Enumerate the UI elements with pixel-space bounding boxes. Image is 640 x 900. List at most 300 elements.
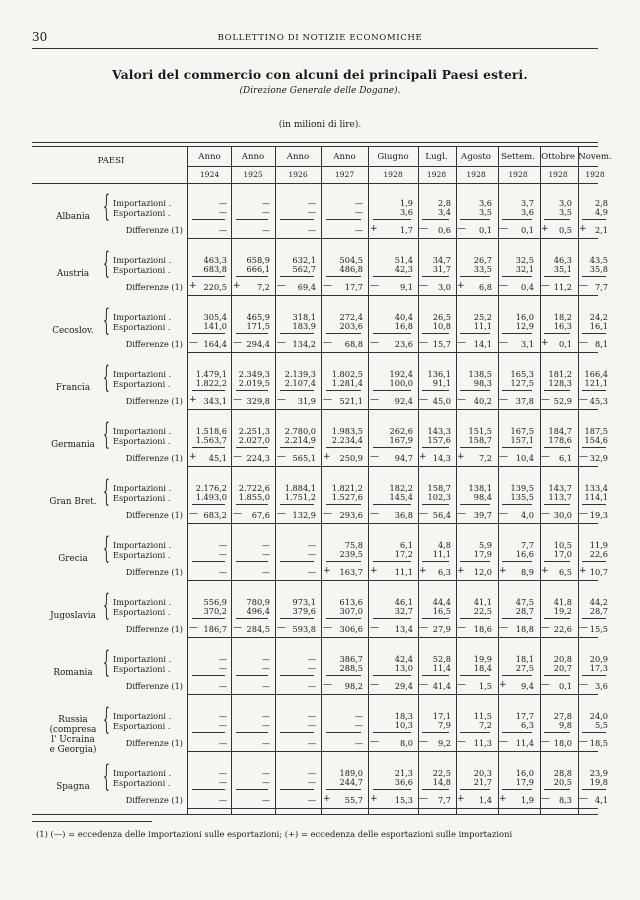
difference-sign: —	[419, 338, 428, 348]
row-label-diff: Differenze (1)	[125, 339, 183, 349]
brace-glyph: {	[103, 759, 110, 794]
cell-export: 32,1	[515, 264, 534, 274]
cell-import: 11,9	[589, 540, 608, 550]
cell-difference: 14,1	[473, 339, 492, 349]
difference-sign: —	[189, 338, 198, 348]
cell-export: 135,5	[510, 492, 534, 502]
cell-import: 1.821,2	[331, 483, 363, 493]
cell-import: 28,8	[553, 768, 572, 778]
cell-difference: 250,9	[339, 453, 363, 463]
subtotal-rule	[192, 789, 225, 790]
subtotal-rule	[326, 504, 361, 505]
difference-sign: +	[370, 224, 378, 234]
cell-import: 1.983,5	[331, 426, 363, 436]
difference-sign: +	[323, 566, 331, 576]
column-header: Anno	[286, 152, 310, 162]
difference-sign: +	[370, 794, 378, 804]
row-label-diff: Differenze (1)	[125, 453, 183, 463]
cell-export: 2.214,9	[284, 435, 316, 445]
cell-import: 3,6	[478, 198, 492, 208]
cell-difference: 27,9	[432, 624, 451, 634]
cell-difference: 52,9	[553, 396, 572, 406]
subtotal-rule	[236, 219, 268, 220]
brace-glyph: {	[103, 303, 110, 338]
subtotal-rule	[502, 618, 532, 619]
subtotal-rule	[326, 276, 361, 277]
subtotal-rule	[326, 732, 361, 733]
cell-import: 181,2	[548, 369, 572, 379]
cell-import: 2.176,2	[195, 483, 227, 493]
cell-import: 46,1	[394, 597, 413, 607]
cell-export: 203,6	[339, 321, 363, 331]
subtotal-rule	[280, 561, 314, 562]
difference-sign: —	[323, 281, 332, 291]
subtotal-rule	[422, 732, 449, 733]
row-label-imp: Importazioni .	[113, 483, 172, 493]
cell-import: 632,1	[292, 255, 316, 265]
cell-difference: 67,6	[251, 510, 270, 520]
subtotal-rule	[326, 219, 361, 220]
cell-difference: 37,8	[515, 396, 534, 406]
difference-sign: —	[370, 281, 379, 291]
difference-sign: —	[457, 623, 466, 633]
subtotal-rule	[422, 219, 449, 220]
cell-import: —	[354, 198, 363, 208]
cell-import: 192,4	[389, 369, 413, 379]
difference-sign: —	[499, 395, 508, 405]
cell-export: 28,7	[515, 606, 534, 616]
cell-export: 121,1	[584, 378, 608, 388]
cell-export: 22,5	[473, 606, 492, 616]
brace-glyph: {	[103, 645, 110, 680]
cell-difference: 7,7	[437, 795, 451, 805]
cell-import: 24,2	[589, 312, 608, 322]
cell-difference: 11,1	[394, 567, 413, 577]
cell-export: 13,0	[394, 663, 413, 673]
cell-import: 504,5	[339, 255, 363, 265]
row-label-imp: Importazioni .	[113, 711, 172, 721]
row-label-exp: Esportazioni .	[113, 664, 171, 674]
difference-sign: —	[579, 338, 588, 348]
subtotal-rule	[192, 276, 225, 277]
cell-difference: —	[261, 738, 270, 748]
difference-sign: —	[457, 680, 466, 690]
cell-export: 11,1	[473, 321, 492, 331]
difference-sign: —	[277, 509, 286, 519]
cell-import: 20,8	[553, 654, 572, 664]
cell-export: 17,9	[473, 549, 492, 559]
subtotal-rule	[326, 333, 361, 334]
cell-difference: 69,4	[297, 282, 316, 292]
difference-sign: —	[189, 509, 198, 519]
row-label-diff: Differenze (1)	[125, 681, 183, 691]
cell-import: 2.251,3	[238, 426, 270, 436]
subtotal-rule	[582, 504, 606, 505]
subtotal-rule	[280, 447, 314, 448]
cell-difference: 0,1	[558, 681, 572, 691]
cell-difference: —	[307, 738, 316, 748]
cell-difference: 29,4	[394, 681, 413, 691]
difference-sign: —	[541, 680, 550, 690]
subtotal-rule	[236, 732, 268, 733]
subtotal-rule	[544, 561, 570, 562]
subtotal-rule	[544, 732, 570, 733]
row-label-imp: Importazioni .	[113, 540, 172, 550]
row-label-exp: Esportazioni .	[113, 379, 171, 389]
cell-import: 17,1	[432, 711, 451, 721]
cell-export: 3,6	[399, 207, 413, 217]
cell-import: 272,4	[339, 312, 363, 322]
cell-import: 187,5	[584, 426, 608, 436]
cell-export: 2.019,5	[238, 378, 270, 388]
cell-difference: 92,4	[394, 396, 413, 406]
subtotal-rule	[582, 789, 606, 790]
cell-export: 178,6	[548, 435, 572, 445]
cell-difference: 0,4	[520, 282, 534, 292]
cell-difference: 6,8	[478, 282, 492, 292]
cell-export: —	[218, 549, 227, 559]
subtotal-rule	[236, 618, 268, 619]
cell-difference: 1,7	[399, 225, 413, 235]
subtotal-rule	[460, 675, 490, 676]
cell-difference: 14,3	[432, 453, 451, 463]
country-name: Russia	[58, 715, 88, 725]
difference-sign: —	[277, 452, 286, 462]
cell-export: —	[354, 207, 363, 217]
column-year: 1927	[334, 170, 355, 179]
subtotal-rule	[502, 561, 532, 562]
page-number: 30	[32, 30, 48, 44]
cell-difference: 19,3	[589, 510, 608, 520]
row-label-imp: Importazioni .	[113, 768, 172, 778]
cell-export: 1.527,6	[331, 492, 363, 502]
cell-import: 1.802,5	[331, 369, 363, 379]
country-separator	[187, 466, 598, 467]
cell-difference: 94,7	[394, 453, 413, 463]
row-label-exp: Esportazioni .	[113, 778, 171, 788]
cell-difference: 3,0	[437, 282, 451, 292]
brace-glyph: {	[103, 588, 110, 623]
cell-export: 20,7	[553, 663, 572, 673]
cell-import: 27,8	[553, 711, 572, 721]
subtotal-rule	[502, 447, 532, 448]
cell-export: 307,0	[339, 606, 363, 616]
cell-difference: 18,8	[515, 624, 534, 634]
cell-export: 4,9	[594, 207, 608, 217]
column-year: 1928	[426, 170, 447, 179]
subtotal-rule	[460, 219, 490, 220]
cell-export: 27,5	[515, 663, 534, 673]
row-label-exp: Esportazioni .	[113, 208, 171, 218]
header-rule	[32, 48, 598, 49]
difference-sign: —	[323, 395, 332, 405]
cell-export: 141,0	[203, 321, 227, 331]
cell-difference: 0,6	[437, 225, 451, 235]
difference-sign: —	[189, 623, 198, 633]
difference-sign: —	[579, 509, 588, 519]
cell-export: 171,5	[246, 321, 270, 331]
cell-import: —	[307, 540, 316, 550]
row-label-diff: Differenze (1)	[125, 624, 183, 634]
subtotal-rule	[280, 618, 314, 619]
cell-difference: 56,4	[432, 510, 451, 520]
cell-import: 41,1	[473, 597, 492, 607]
cell-difference: 30,0	[553, 510, 572, 520]
column-header: Settem.	[501, 152, 535, 162]
difference-sign: —	[233, 452, 242, 462]
country-name: Jugoslavia	[50, 611, 96, 621]
subtotal-rule	[502, 675, 532, 676]
cell-import: 34,7	[432, 255, 451, 265]
cell-import: 44,4	[432, 597, 451, 607]
cell-import: 386,7	[339, 654, 363, 664]
cell-difference: 1,4	[478, 795, 492, 805]
difference-sign: —	[370, 452, 379, 462]
country-separator	[187, 751, 598, 752]
cell-import: 2.349,3	[238, 369, 270, 379]
subtotal-rule	[326, 447, 361, 448]
cell-import: 17,7	[515, 711, 534, 721]
cell-export: 3,5	[558, 207, 572, 217]
cell-difference: —	[354, 738, 363, 748]
subtotal-rule	[192, 333, 225, 334]
cell-import: 7,7	[520, 540, 534, 550]
column-year: 1928	[585, 170, 605, 179]
cell-difference: 15,3	[394, 795, 413, 805]
cell-difference: —	[218, 795, 227, 805]
cell-export: 18,4	[473, 663, 492, 673]
cell-difference: 134,2	[292, 339, 316, 349]
subtotal-rule	[236, 789, 268, 790]
difference-sign: —	[499, 338, 508, 348]
row-label-imp: Importazioni .	[113, 255, 172, 265]
subtotal-rule	[236, 447, 268, 448]
column-header: Giugno	[377, 152, 409, 162]
cell-import: —	[307, 654, 316, 664]
difference-sign: +	[457, 794, 465, 804]
column-year: 1926	[288, 170, 308, 179]
subtotal-rule	[460, 561, 490, 562]
difference-sign: +	[419, 566, 427, 576]
row-label-imp: Importazioni .	[113, 312, 172, 322]
cell-import: 21,3	[394, 768, 413, 778]
subtotal-rule	[582, 618, 606, 619]
cell-import: 32,5	[515, 255, 534, 265]
cell-difference: 68,8	[344, 339, 363, 349]
cell-import: 26,5	[432, 312, 451, 322]
cell-export: 10,3	[394, 720, 413, 730]
difference-sign: —	[579, 452, 588, 462]
difference-sign: —	[370, 338, 379, 348]
cell-export: 16,6	[515, 549, 534, 559]
subtotal-rule	[422, 504, 449, 505]
subtotal-rule	[326, 390, 361, 391]
subtotal-rule	[460, 789, 490, 790]
difference-sign: +	[541, 566, 549, 576]
country-separator	[187, 409, 598, 410]
subtotal-rule	[236, 390, 268, 391]
cell-import: 44,2	[589, 597, 608, 607]
difference-sign: —	[579, 281, 588, 291]
cell-export: 113,7	[548, 492, 572, 502]
cell-export: 16,1	[589, 321, 608, 331]
brace-glyph: {	[103, 531, 110, 566]
difference-sign: —	[233, 395, 242, 405]
column-header: Anno	[241, 152, 265, 162]
column-header: Lugl.	[425, 152, 448, 162]
cell-difference: 4,1	[594, 795, 608, 805]
country-name: Germania	[51, 440, 95, 450]
cell-difference: 55,7	[344, 795, 363, 805]
cell-import: 182,2	[389, 483, 413, 493]
row-label-diff: Differenze (1)	[125, 795, 183, 805]
difference-sign: +	[457, 281, 465, 291]
difference-sign: —	[499, 737, 508, 747]
subtotal-rule	[280, 276, 314, 277]
cell-difference: 31,9	[297, 396, 316, 406]
cell-export: —	[218, 207, 227, 217]
subtotal-rule	[373, 504, 411, 505]
cell-export: 114,1	[584, 492, 608, 502]
row-label-exp: Esportazioni .	[113, 436, 171, 446]
country-separator	[187, 352, 598, 353]
cell-import: 46,3	[553, 255, 572, 265]
country-separator	[187, 580, 598, 581]
cell-import: 136,1	[427, 369, 451, 379]
table-subtitle: (Direzione Generale delle Dogane).	[239, 86, 401, 96]
country-separator	[187, 523, 598, 524]
cell-import: 151,5	[468, 426, 492, 436]
cell-difference: 32,9	[589, 453, 608, 463]
cell-import: —	[354, 711, 363, 721]
difference-sign: —	[419, 281, 428, 291]
subtotal-rule	[502, 732, 532, 733]
subtotal-rule	[544, 618, 570, 619]
cell-difference: 132,9	[292, 510, 316, 520]
subtotal-rule	[373, 675, 411, 676]
cell-export: —	[307, 663, 316, 673]
cell-export: 36,6	[394, 777, 413, 787]
cell-import: 133,4	[584, 483, 608, 493]
cell-export: 11,1	[432, 549, 451, 559]
cell-import: —	[307, 711, 316, 721]
cell-export: 496,4	[246, 606, 270, 616]
subtotal-rule	[280, 675, 314, 676]
difference-sign: —	[233, 509, 242, 519]
difference-sign: —	[541, 737, 550, 747]
cell-difference: 284,5	[246, 624, 270, 634]
difference-sign: —	[499, 281, 508, 291]
cell-difference: 3,6	[594, 681, 608, 691]
brace-glyph: {	[103, 189, 110, 224]
cell-export: —	[307, 549, 316, 559]
cell-export: 370,2	[203, 606, 227, 616]
cell-export: —	[307, 720, 316, 730]
footnote-rule	[32, 821, 152, 822]
difference-sign: +	[457, 452, 465, 462]
cell-difference: 6,3	[437, 567, 451, 577]
cell-difference: 22,6	[553, 624, 572, 634]
subtotal-rule	[422, 618, 449, 619]
cell-export: 167,9	[389, 435, 413, 445]
cell-import: —	[261, 654, 270, 664]
cell-export: —	[261, 549, 270, 559]
subtotal-rule	[326, 675, 361, 676]
subtotal-rule	[460, 504, 490, 505]
cell-difference: 9,1	[399, 282, 413, 292]
cell-difference: —	[218, 681, 227, 691]
subtotal-rule	[236, 276, 268, 277]
subtotal-rule	[280, 732, 314, 733]
cell-export: 1.751,2	[284, 492, 316, 502]
subtotal-rule	[582, 561, 606, 562]
cell-export: 100,0	[389, 378, 413, 388]
cell-difference: 343,1	[203, 396, 227, 406]
cell-import: 138,5	[468, 369, 492, 379]
difference-sign: +	[541, 224, 549, 234]
cell-difference: 7,2	[256, 282, 270, 292]
cell-export: 2.107,4	[284, 378, 316, 388]
cell-import: 4,8	[437, 540, 451, 550]
cell-import: 3,0	[558, 198, 572, 208]
cell-export: 21,7	[473, 777, 492, 787]
difference-sign: +	[579, 566, 587, 576]
difference-sign: —	[277, 281, 286, 291]
subtotal-rule	[373, 447, 411, 448]
subtotal-rule	[373, 276, 411, 277]
cell-difference: 1,5	[478, 681, 492, 691]
cell-import: —	[218, 198, 227, 208]
subtotal-rule	[192, 732, 225, 733]
cell-difference: 593,8	[292, 624, 316, 634]
country-name: Cecoslov.	[52, 326, 94, 336]
cell-export: 157,6	[427, 435, 451, 445]
cell-export: 33,5	[473, 264, 492, 274]
difference-sign: —	[499, 452, 508, 462]
subtotal-rule	[582, 675, 606, 676]
cell-export: 2.234,4	[331, 435, 363, 445]
difference-sign: —	[419, 794, 428, 804]
difference-sign: —	[277, 338, 286, 348]
cell-import: 318,1	[292, 312, 316, 322]
cell-difference: —	[261, 681, 270, 691]
brace-glyph: {	[103, 417, 110, 452]
cell-export: 20,5	[553, 777, 572, 787]
cell-difference: 11,2	[553, 282, 572, 292]
column-header: Ottobre	[541, 152, 575, 162]
difference-sign: —	[579, 794, 588, 804]
cell-export: 22,6	[589, 549, 608, 559]
difference-sign: —	[457, 224, 466, 234]
cell-export: 17,3	[589, 663, 608, 673]
cell-difference: 23,6	[394, 339, 413, 349]
row-label-exp: Esportazioni .	[113, 607, 171, 617]
cell-import: 18,1	[515, 654, 534, 664]
cell-export: 244,7	[339, 777, 363, 787]
country-separator	[187, 808, 598, 809]
cell-import: 2.780,0	[284, 426, 316, 436]
brace-glyph: {	[103, 246, 110, 281]
difference-sign: —	[499, 623, 508, 633]
cell-export: 239,5	[339, 549, 363, 559]
cell-difference: 45,3	[589, 396, 608, 406]
difference-sign: —	[541, 794, 550, 804]
subtotal-rule	[422, 447, 449, 448]
subtotal-rule	[192, 561, 225, 562]
header-bottom-rule	[32, 183, 598, 184]
cell-difference: 9,4	[520, 681, 534, 691]
cell-difference: 8,3	[558, 795, 572, 805]
